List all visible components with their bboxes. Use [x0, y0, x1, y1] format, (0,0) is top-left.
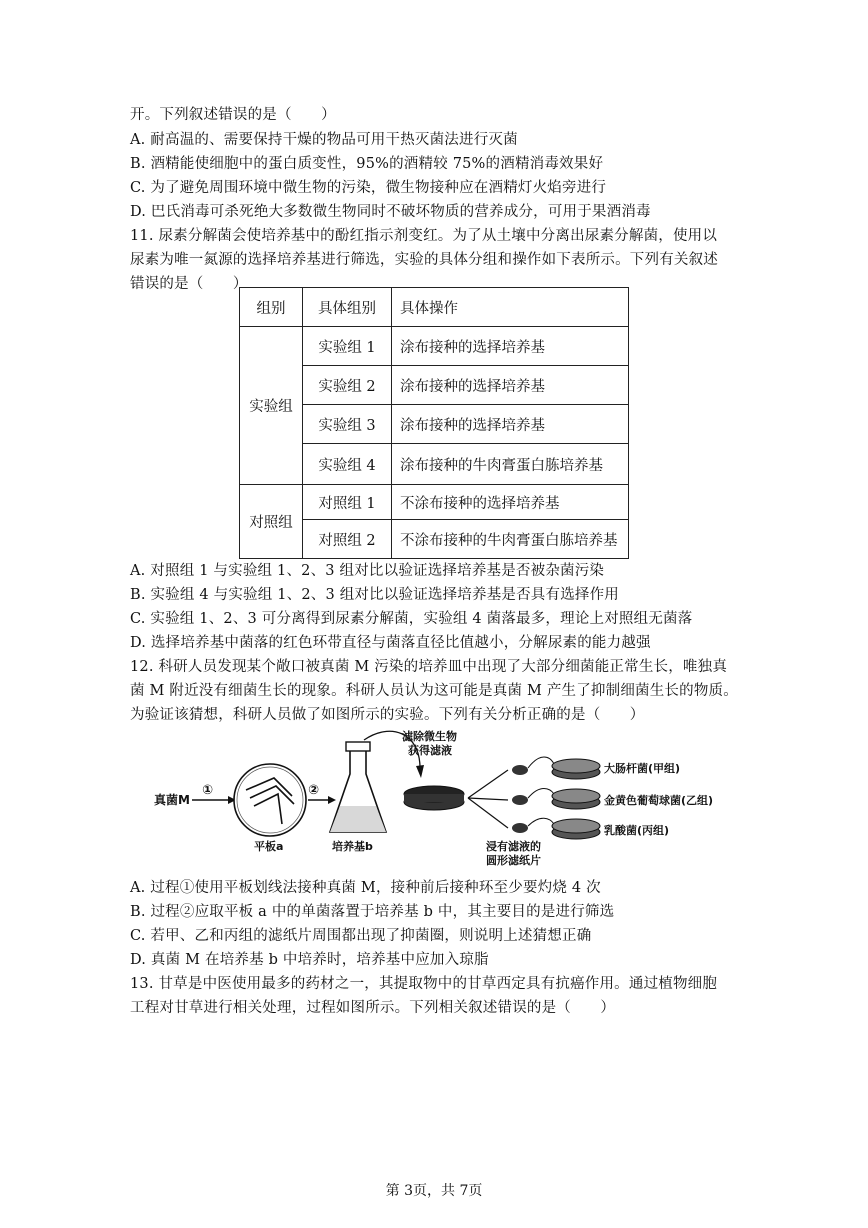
option-a: A. 对照组 1 与实验组 1、2、3 组对比以验证选择培养基是否被杂菌污染 [130, 563, 605, 579]
table-cell: 涂布接种的选择培养基 [392, 366, 629, 405]
fungus-m-label: 真菌M [154, 793, 190, 807]
group-c-label: 乳酸菌(丙组) [604, 824, 670, 837]
step-2-label: ② [308, 783, 320, 798]
option-b: B. 过程②应取平板 a 中的单菌落置于培养基 b 中，其主要目的是进行筛选 [130, 904, 615, 920]
group-cell-experiment: 实验组 [240, 327, 303, 485]
option-c: C. 实验组 1、2、3 可分离得到尿素分解菌，实验组 4 菌落最多，理论上对照组无菌落 [130, 611, 693, 627]
table-cell: 涂布接种的选择培养基 [392, 327, 629, 366]
table-header: 具体操作 [392, 288, 629, 327]
question-11-text: 11. 尿素分解菌会使培养基中的酚红指示剂变红。为了从土壤中分离出尿素分解菌，使用以 [130, 228, 718, 244]
filter-label: 获得滤液 [408, 744, 452, 757]
question-11-text: 错误的是（ ） [130, 276, 248, 292]
question-12-text: 菌 M 附近没有细菌生长的现象。科研人员认为这可能是真菌 M 产生了抑制细菌生长的物质。 [130, 683, 738, 699]
question-13-text: 13. 甘草是中医使用最多的药材之一，其提取物中的甘草西定具有抗癌作用。通过植物细胞 [130, 976, 718, 992]
filter-paper-icon [512, 823, 528, 833]
page-footer: 第 3页，共 7页 [385, 1183, 483, 1199]
table-cell: 对照组 1 [303, 485, 392, 520]
group-b-label: 金黄色葡萄球菌(乙组) [604, 794, 714, 807]
group-cell-control: 对照组 [240, 485, 303, 559]
question-11-text: 尿素为唯一氮源的选择培养基进行筛选，实验的具体分组和操作如下表所示。下列有关叙述 [130, 252, 718, 268]
flask-stopper [346, 742, 370, 751]
option-c: C. 为了避免周围环境中微生物的污染，微生物接种应在酒精灯火焰旁进行 [130, 180, 607, 196]
filter-label: 滤除微生物 [402, 730, 457, 743]
connector [528, 818, 554, 826]
arrow-head-icon [416, 765, 424, 778]
option-d: D. 真菌 M 在培养基 b 中培养时，培养基中应加入琼脂 [130, 952, 489, 968]
option-c: C. 若甲、乙和丙组的滤纸片周围都出现了抑菌圈，则说明上述猜想正确 [130, 928, 592, 944]
experiment-diagram [150, 728, 720, 868]
table-header: 组别 [240, 288, 303, 327]
connector [528, 789, 554, 799]
question-13-text: 工程对甘草进行相关处理，过程如图所示。下列相关叙述错误的是（ ） [130, 1000, 616, 1016]
split-line [468, 798, 508, 800]
filter-paper-label: 浸有滤液的 [486, 840, 541, 853]
table-cell: 实验组 2 [303, 366, 392, 405]
table-cell: 实验组 4 [303, 444, 392, 485]
question-12-text: 为验证该猜想，科研人员做了如图所示的实验。下列有关分析正确的是（ ） [130, 707, 645, 723]
table-header: 具体组别 [303, 288, 392, 327]
option-b: B. 实验组 4 与实验组 1、2、3 组对比以验证选择培养基是否具有选择作用 [130, 587, 620, 603]
table-cell: 涂布接种的选择培养基 [392, 405, 629, 444]
split-line [468, 798, 508, 828]
line: 开。下列叙述错误的是（ ） [130, 107, 336, 123]
experiment-table [239, 287, 629, 559]
table-cell: 实验组 1 [303, 327, 392, 366]
flask-b-label: 培养基b [332, 840, 373, 853]
filter-paper-icon [512, 765, 528, 775]
arrow-head-icon [328, 796, 336, 804]
split-line [468, 770, 508, 798]
plate-a-label: 平板a [254, 840, 284, 853]
option-d: D. 选择培养基中菌落的红色环带直径与菌落直径比值越小，分解尿素的能力越强 [130, 635, 651, 651]
group-a-label: 大肠杆菌(甲组) [604, 762, 681, 775]
option-b: B. 酒精能使细胞中的蛋白质变性，95%的酒精较 75%的酒精消毒效果好 [130, 156, 604, 172]
option-a: A. 耐高温的、需要保持干燥的物品可用干热灭菌法进行灭菌 [130, 132, 518, 148]
plate-staph-top [552, 789, 600, 803]
plate-lactobacillus-top [552, 819, 600, 833]
table-row [240, 327, 629, 366]
question-12-text: 12. 科研人员发现某个敞口被真菌 M 污染的培养皿中出现了大部分细菌能正常生长，唯独真 [130, 659, 728, 675]
filter-paper-label: 圆形滤纸片 [486, 854, 541, 867]
plate-e-coli-top [552, 759, 600, 773]
option-a: A. 过程①使用平板划线法接种真菌 M，接种前后接种环至少要灼烧 4 次 [130, 880, 601, 896]
table-row [240, 485, 629, 520]
table-header-row [240, 288, 629, 327]
table-cell: 对照组 2 [303, 520, 392, 559]
plate-a [234, 764, 306, 836]
table-cell: 不涂布接种的牛肉膏蛋白胨培养基 [392, 520, 629, 559]
table-cell: 不涂布接种的选择培养基 [392, 485, 629, 520]
table-cell: 实验组 3 [303, 405, 392, 444]
option-d: D. 巴氏消毒可杀死绝大多数微生物同时不破坏物质的营养成分，可用于果酒消毒 [130, 204, 651, 220]
table-cell: 涂布接种的牛肉膏蛋白胨培养基 [392, 444, 629, 485]
filtrate-dish-side [404, 794, 464, 802]
step-1-label: ① [202, 783, 214, 798]
connector [528, 757, 554, 768]
filter-paper-icon [512, 795, 528, 805]
